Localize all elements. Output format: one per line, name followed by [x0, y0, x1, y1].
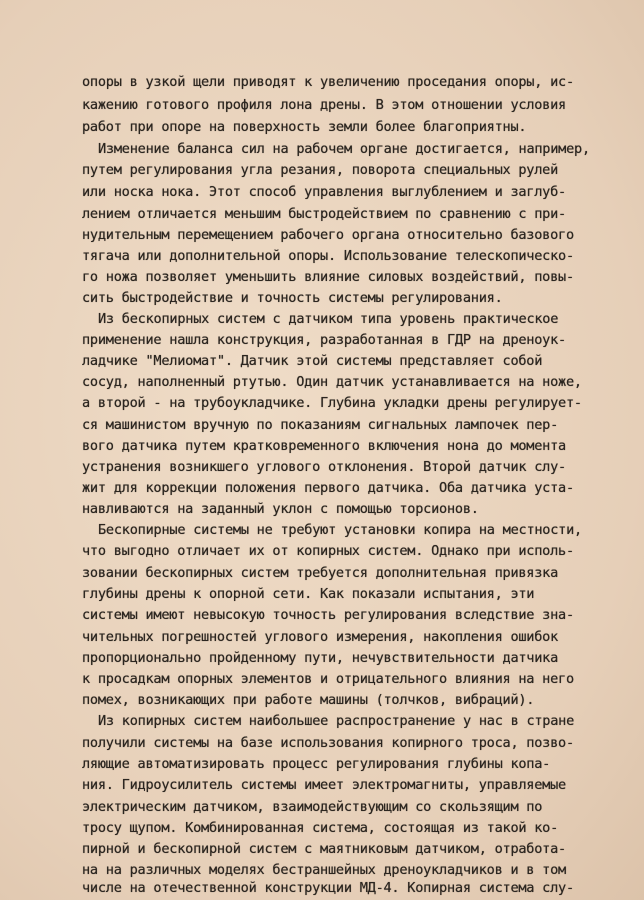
text-line: ся машинистом вручную по показаниям сигнальных лампочек пер- [82, 417, 559, 433]
text-line: Изменение баланса сил на рабочем органе достигается, например, [98, 141, 590, 157]
text-line: или носка нока. Этот способ управления выглублением и заглуб- [82, 184, 566, 200]
text-line: Из копирных систем наибольшее распространение у нас в стране [98, 713, 575, 729]
text-line: ладчике "Мелиомат". Датчик этой системы представляет собой [82, 353, 543, 369]
text-line: кажению готового профиля лона дрены. В этом отношении условия [82, 97, 566, 113]
text-line: к просадкам опорных элементов и отрицательного влияния на него [82, 671, 574, 687]
text-line: лением отличается меньшим быстродействием по сравнению с при- [82, 206, 566, 222]
text-line: системы имеют невысокую точность регулирования вследствие зна- [82, 607, 574, 623]
text-line: на на различных моделях бестраншейных дреноукладчиков и в том [82, 862, 566, 878]
text-line: устранения возникшего углового отклонения. Второй датчик слу- [82, 459, 566, 475]
text-line: Из бескопирных систем с датчиком типа уровень практическое [98, 311, 559, 327]
text-line: нудительным перемещением рабочего органа относительно базового [82, 227, 574, 243]
text-line: тягача или дополнительной опоры. Использование телескопическо- [82, 248, 574, 264]
text-line: опоры в узкой щели приводят к увеличению проседания опоры, ис- [82, 74, 574, 90]
text-line: го ножа позволяет уменьшить влияние силовых воздействий, повы- [82, 269, 574, 285]
text-line: числе на отечественной конструкции МД-4. Копирная система слу- [82, 880, 574, 896]
text-line: ния. Гидроусилитель системы имеет электромагниты, управляемые [82, 777, 566, 793]
text-line: глубины дрены к опорной сети. Как показали испытания, эти [82, 586, 535, 602]
text-line: путем регулирования угла резания, поворота специальных рулей [82, 162, 559, 178]
text-line: тросу щупом. Комбинированная система, состоящая из такой ко- [82, 820, 559, 836]
text-line: а второй - на трубоукладчике. Глубина укладки дрены регулирует- [82, 395, 582, 411]
text-line: чительных погрешностей углового измерения, накопления ошибок [82, 629, 559, 645]
text-line: что выгодно отличает их от копирных систем. Однако при исполь- [82, 543, 574, 559]
text-line: применение нашла конструкция, разработанная в ГДР на дреноук- [82, 332, 566, 348]
text-line: зовании бескопирных систем требуется дополнительная привязка [82, 565, 559, 581]
text-line: сить быстродействие и точность системы регулирования. [82, 290, 503, 306]
text-line: навливаются на заданный уклон с помощью торсионов. [82, 501, 479, 517]
text-line: пирной и бескопирной систем с маятниковым датчиком, отработа- [82, 841, 566, 857]
text-line: пропорционально пройденному пути, нечувствительности датчика [82, 650, 559, 666]
text-line: электрическим датчиком, взаимодействующим со скользящим по [82, 799, 543, 815]
text-line: работ при опоре на поверхность земли более благоприятны. [82, 119, 527, 135]
text-line: сосуд, наполненный ртутью. Один датчик устанавливается на ноже, [82, 374, 582, 390]
text-line: жит для коррекции положения первого датчика. Оба датчика уста- [82, 480, 574, 496]
text-line: получили системы на базе использования копирного троса, позво- [82, 735, 574, 751]
text-line: помех, возникающих при работе машины (толчков, вибраций). [82, 692, 535, 708]
text-line: ляющие автоматизировать процесс регулирования глубины копа- [82, 756, 551, 772]
text-line: Бескопирные системы не требуют установки копира на местности, [98, 522, 582, 538]
text-line: вого датчика путем кратковременного включения нона до момента [82, 438, 566, 454]
